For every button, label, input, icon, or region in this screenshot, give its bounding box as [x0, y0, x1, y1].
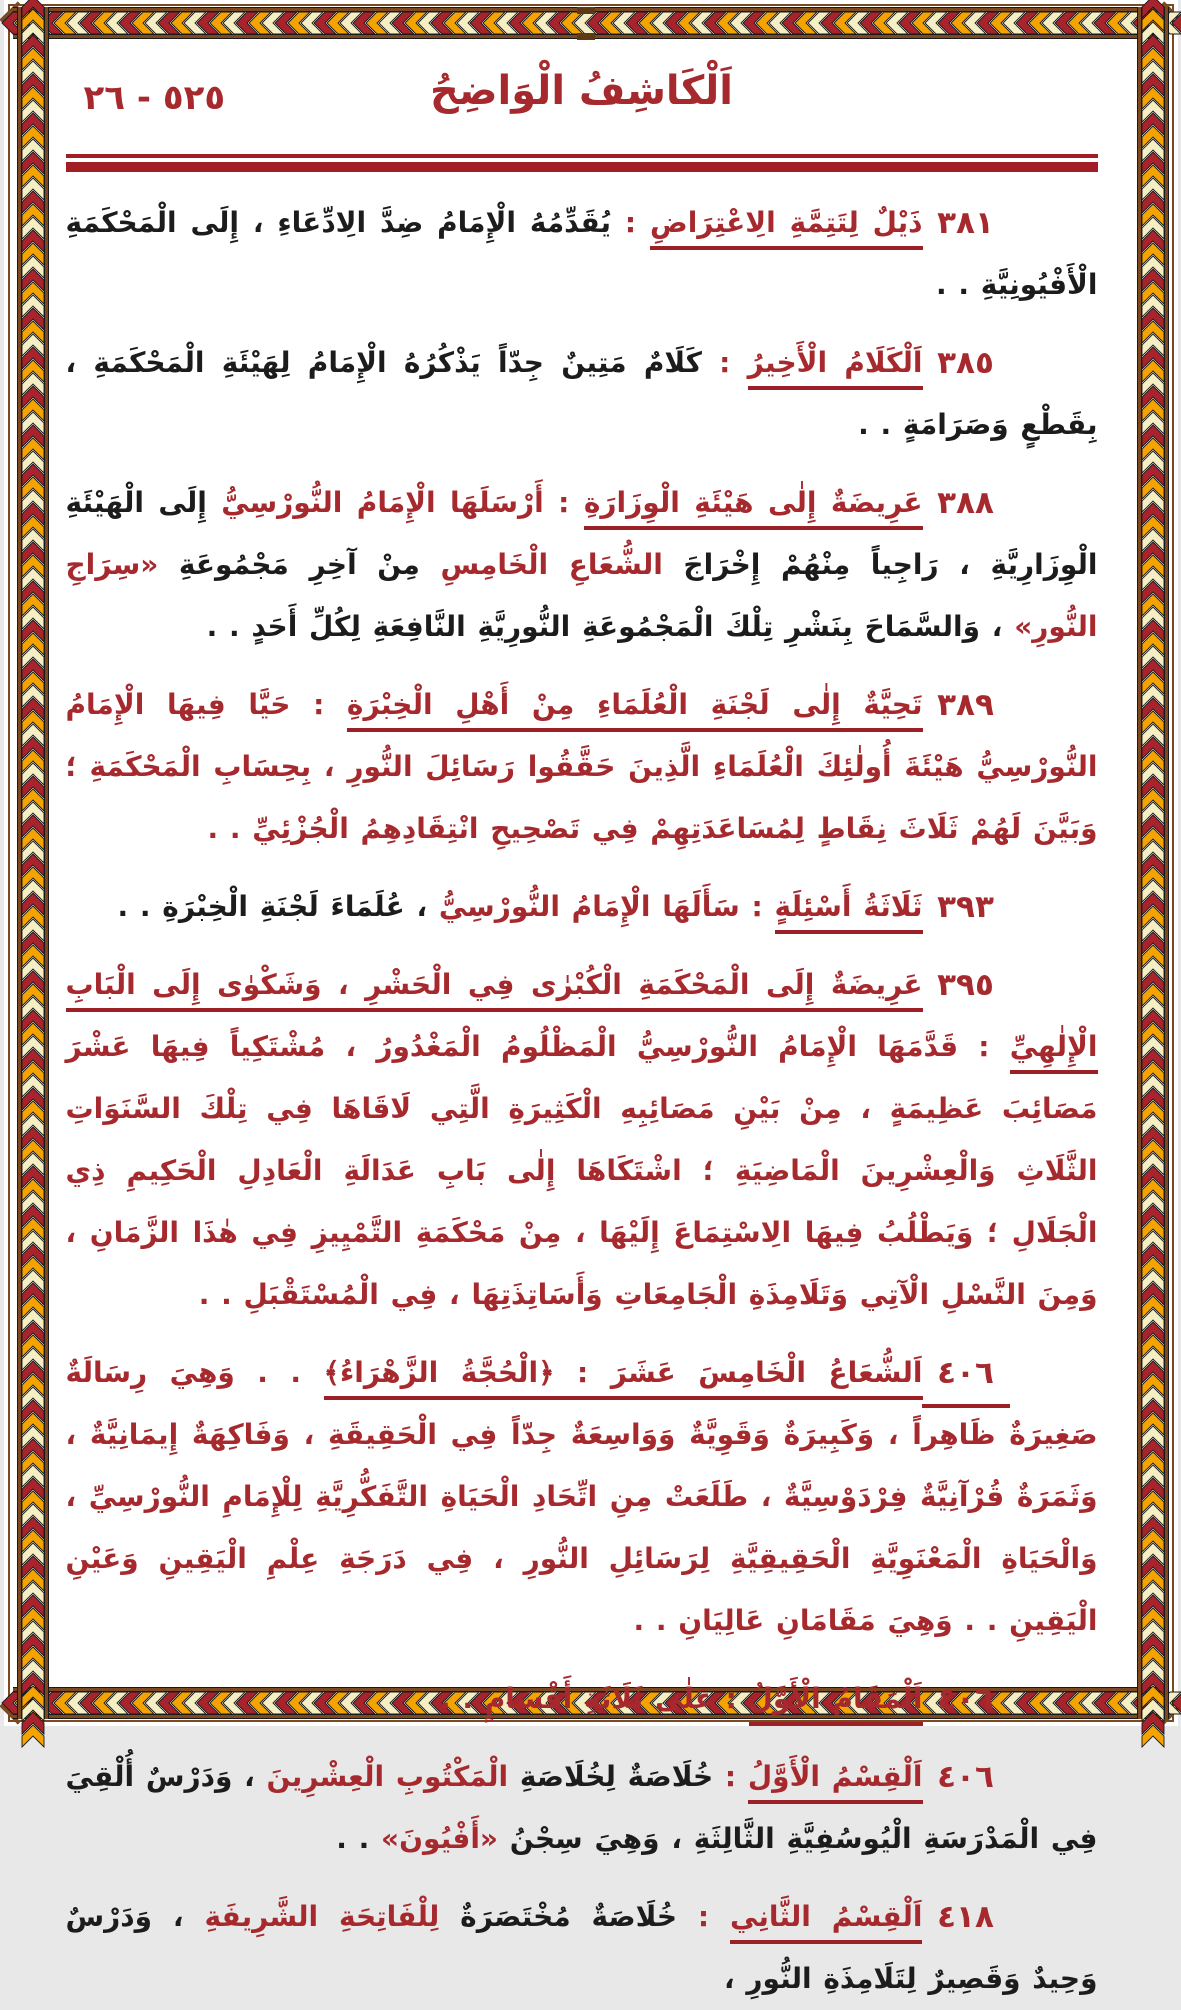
entry-text-segment: مِنْ آخِرِ مَجْمُوعَةِ: [158, 548, 440, 581]
index-entry: [66, 954, 1098, 1326]
page-number: ٥٢٥ - ٢٦: [84, 78, 226, 118]
entry-text-segment: الشُّعَاعِ الْخَامِسِ: [440, 548, 662, 581]
entry-text-segment: : أَرْسَلَهَا الْإِمَامُ النُّورْسِيُّ: [207, 486, 584, 519]
index-entry: [66, 876, 1098, 938]
border-left-chain: [17, 7, 49, 1719]
entry-heading: اَلْكَلَامُ الْأَخِيرُ: [748, 346, 923, 390]
index-entry: [66, 1668, 1098, 1730]
entry-heading: ثَلَاثَةُ أَسْئِلَةٍ: [775, 890, 923, 934]
entry-number: ٤٠٦: [922, 1746, 1010, 1808]
entry-heading: تَحِيَّةٌ إِلٰى لَجْنَةِ الْعُلَمَاءِ مِنْ أَهْلِ الْخِبْرَةِ: [347, 688, 923, 732]
entry-number: ٤١٨: [922, 1886, 1010, 1948]
entry-heading: ذَيْلٌ لِتَتِمَّةِ الِاعْتِرَاضِ: [650, 206, 922, 250]
entry-text-segment: . . وَهِيَ رِسَالَةٌ صَغِيرَةٌ ظَاهِراً ، وَكَبِيرَةٌ وَقَوِيَّةٌ وَوَاسِعَةٌ جِدّاً فِي الْحَقِيقَةِ ، وَفَاكِهَةٌ إِيمَانِيَّةٌ ، وَثَمَرَةٌ قُرْآنِيَّةٌ فِرْدَوْسِيَّةٌ ، طَلَعَتْ مِنِ اتِّحَادِ الْحَيَاةِ التَّفَكُّرِيَّةِ لِلْإِمَامِ النُّورْسِيِّ ، وَالْحَيَاةِ الْمَعْنَوِيَّةِ الْحَقِيقِيَّةِ لِرَسَائِلِ النُّورِ ، فِي دَرَجَةِ عِلْمِ الْيَقِينِ وَعَيْنِ الْيَقِينِ . . وَهِيَ مَقَامَانِ عَالِيَانِ . .: [66, 1356, 1098, 1637]
index-entry: [66, 192, 1098, 316]
index-entry: [66, 1746, 1098, 1870]
index-entry: [66, 1886, 1098, 2010]
index-entry: [66, 332, 1098, 456]
entry-heading: اَلْمَقَامُ الْأَوَّلُ: [749, 1682, 923, 1726]
entry-text-segment: ، وَدَرْسٌ أُلْقِيَ فِي الْمَدْرَسَةِ الْيُوسُفِيَّةِ الثَّالِثَةِ ، وَهِيَ سِجْنُ: [66, 1760, 1098, 1855]
border-joint-mark: [577, 7, 595, 14]
border-right-chain: [1137, 7, 1169, 1719]
entry-text-segment: «أَفْيُونَ»: [381, 1822, 498, 1855]
entry-text-segment: الْمَكْتُوبِ الْعِشْرِينَ: [267, 1760, 509, 1793]
header-rule-thin: [66, 154, 1098, 158]
entry-number: ٣٨٩: [922, 674, 1010, 736]
entry-number: ٣٨٨: [922, 472, 1010, 534]
entry-text-segment: «سِرَاجِ النُّورِ»: [66, 548, 1098, 643]
entry-text-segment: : سَأَلَهَا الْإِمَامُ النُّورْسِيُّ: [427, 890, 774, 923]
entry-text-segment: ، عُلَمَاءَ لَجْنَةِ الْخِبْرَةِ . .: [118, 890, 428, 923]
index-entry: [66, 472, 1098, 658]
entry-text-segment: : عَلٰى ثَلَاثَةِ أَقْسَامٍ . .: [440, 1682, 749, 1715]
entry-heading: اَلشُّعَاعُ الْخَامِسَ عَشَرَ : ﴿الْحُجَّةُ الزَّهْرَاءُ﴾: [324, 1356, 923, 1400]
header-rule-thick: [66, 162, 1098, 172]
entry-text-segment: لِلْفَاتِحَةِ الشَّرِيفَةِ: [204, 1900, 439, 1933]
entry-text-segment: كَلَامٌ مَتِينٌ جِدّاً يَذْكُرُهُ الْإِمَامُ لِهَيْئَةِ الْمَحْكَمَةِ ، بِقَطْعٍ وَصَرَامَةٍ . .: [66, 346, 1098, 441]
entry-text-segment: إِلَى الْهَيْئَةِ الْوِزَارِيَّةِ ، رَاجِياً مِنْهُمْ إِخْرَاجَ: [66, 486, 1098, 581]
book-page: [4, 0, 1178, 1726]
entry-number: ٤٠٦: [922, 1668, 1010, 1730]
entry-text-segment: :: [702, 346, 748, 379]
page-content: [66, 46, 1098, 1686]
entry-text-segment: : قَدَّمَهَا الْإِمَامُ النُّورْسِيُّ الْمَظْلُومُ الْمَغْدُورُ ، مُشْتَكِياً فِيهَا عَشْرَ مَصَائِبَ عَظِيمَةٍ ، مِنْ بَيْنِ مَصَائِبِهِ الْكَثِيرَةِ الَّتِي لَاقَاهَا فِي تِلْكَ السَّنَوَاتِ الثَّلَاثِ وَالْعِشْرِينَ الْمَاضِيَةِ ؛ اشْتَكَاهَا إِلٰى بَابِ عَدَالَةِ الْعَادِلِ الْحَكِيمِ ذِي الْجَلَالِ ؛ وَيَطْلُبُ فِيهَا الِاسْتِمَاعَ إِلَيْهَا ، مِنْ مَحْكَمَةِ التَّمْيِيزِ فِي هٰذَا الزَّمَانِ ، وَمِنَ النَّسْلِ الْآتِي وَتَلَامِذَةِ الْجَامِعَاتِ وَأَسَاتِذَتِهَا ، فِي الْمُسْتَقْبَلِ . .: [66, 1030, 1098, 1311]
entry-text-segment: :: [611, 206, 650, 239]
entry-text-segment: : حَيَّا فِيهَا الْإِمَامُ النُّورْسِيُّ هَيْئَةَ أُولٰئِكَ الْعُلَمَاءِ الَّذِينَ حَقَّقُوا رَسَائِلَ النُّورِ ، بِحِسَابِ الْمَحْكَمَةِ ؛ وَبَيَّنَ لَهُمْ ثَلَاثَ نِقَاطٍ لِمُسَاعَدَتِهِمْ فِي تَصْحِيحِ انْتِقَادِهِمُ الْجُزْئِيِّ . .: [66, 688, 1098, 845]
entry-text-segment: خُلَاصَةٌ مُخْتَصَرَةٌ: [439, 1900, 677, 1933]
index-entry: [66, 1342, 1098, 1652]
entry-text-segment: :: [677, 1900, 730, 1933]
entries: [66, 192, 1098, 2010]
page-title: اَلْكَاشِفُ الْوَاضِحُ: [66, 68, 1098, 114]
entry-number: ٣٩٣: [922, 876, 1010, 938]
entry-number: ٣٨٥: [922, 332, 1010, 394]
entry-number: ٤٠٦: [922, 1342, 1010, 1408]
entry-text-segment: خُلَاصَةٌ لِخُلَاصَةِ: [508, 1760, 713, 1793]
entry-text-segment: . .: [336, 1822, 381, 1855]
entry-number: ٣٨١: [922, 192, 1010, 254]
entry-text-segment: ، وَدَرْسٌ وَحِيدٌ وَقَصِيرٌ لِتَلَامِذَةِ النُّورِ ،: [66, 1900, 1098, 1995]
entry-number: ٣٩٥: [922, 954, 1010, 1016]
index-entry: [66, 674, 1098, 860]
entry-text-segment: ، وَالسَّمَاحَ بِنَشْرِ تِلْكَ الْمَجْمُوعَةِ النُّورِيَّةِ النَّافِعَةِ لِكُلِّ أَحَدٍ . .: [207, 610, 1015, 643]
entry-heading: عَرِيضَةٌ إِلٰى هَيْئَةِ الْوِزَارَةِ: [584, 486, 923, 530]
entry-heading: عَرِيضَةٌ إِلَى الْمَحْكَمَةِ الْكُبْرٰى فِي الْحَشْرِ ، وَشَكْوٰى إِلَى الْبَابِ الْإِلٰهِيِّ: [66, 968, 1098, 1074]
page-header: [66, 46, 1098, 154]
entry-heading: اَلْقِسْمُ الْأَوَّلُ: [748, 1760, 923, 1804]
border-joint-mark: [577, 33, 595, 40]
entry-text-segment: يُقَدِّمُهُ الْإِمَامُ ضِدَّ الِادِّعَاءِ ، إِلَى الْمَحْكَمَةِ الْأَفْيُونِيَّةِ . .: [66, 206, 1098, 301]
entry-heading: اَلْقِسْمُ الثَّانِي: [730, 1900, 923, 1944]
entry-text-segment: :: [713, 1760, 748, 1793]
